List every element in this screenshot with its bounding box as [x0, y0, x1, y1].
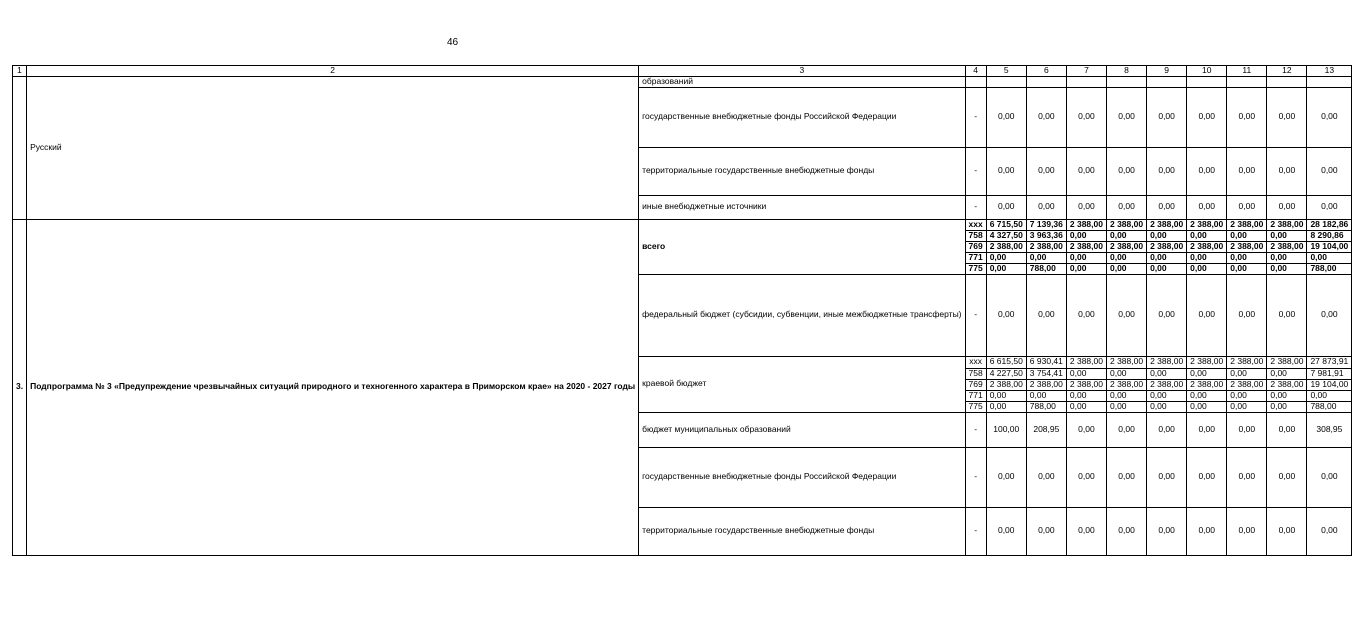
value-cell: 0,00 [1267, 368, 1307, 379]
value-cell: 0,00 [1227, 401, 1267, 412]
code-cell: 769 [965, 379, 986, 390]
value-cell: 0,00 [1106, 507, 1146, 555]
value-cell: 2 388,00 [1106, 356, 1146, 368]
column-number: 12 [1267, 66, 1307, 77]
value-cell: 0,00 [1187, 147, 1227, 195]
value-cell: 0,00 [1106, 252, 1146, 263]
code-cell: 758 [965, 368, 986, 379]
value-cell: 0,00 [1227, 195, 1267, 219]
value-cell: 308,95 [1307, 412, 1352, 447]
code-cell: - [965, 274, 986, 356]
value-cell: 3 754,41 [1026, 368, 1066, 379]
value-cell: 0,00 [1227, 274, 1267, 356]
value-cell: 0,00 [1227, 507, 1267, 555]
value-cell: 0,00 [1106, 195, 1146, 219]
value-cell: 0,00 [1267, 447, 1307, 507]
value-cell: 0,00 [1147, 412, 1187, 447]
value-cell: 788,00 [1307, 401, 1352, 412]
value-cell: 0,00 [1066, 252, 1106, 263]
value-cell: 0,00 [1106, 87, 1146, 147]
code-cell: - [965, 87, 986, 147]
value-cell: 0,00 [1307, 390, 1352, 401]
item-name: Русский [27, 77, 639, 220]
value-cell: 0,00 [1227, 147, 1267, 195]
value-cell: 0,00 [986, 195, 1026, 219]
value-cell: 0,00 [986, 263, 1026, 274]
source-label: бюджет муниципальных образований [639, 412, 965, 447]
column-number: 7 [1066, 66, 1106, 77]
value-cell: 0,00 [1227, 368, 1267, 379]
value-cell: 0,00 [1267, 252, 1307, 263]
column-number: 10 [1187, 66, 1227, 77]
value-cell: 7 981,91 [1307, 368, 1352, 379]
value-cell: 2 388,00 [1267, 379, 1307, 390]
code-cell: 775 [965, 263, 986, 274]
value-cell: 788,00 [1026, 263, 1066, 274]
value-cell: 2 388,00 [986, 379, 1026, 390]
value-cell: 0,00 [1106, 390, 1146, 401]
value-cell: 0,00 [1106, 274, 1146, 356]
source-label: иные внебюджетные источники [639, 195, 965, 219]
value-cell: 0,00 [1026, 195, 1066, 219]
value-cell: 100,00 [986, 412, 1026, 447]
value-cell: 0,00 [1066, 147, 1106, 195]
value-cell: 0,00 [1106, 147, 1146, 195]
table-row [13, 66, 1352, 77]
value-cell: 0,00 [1066, 368, 1106, 379]
value-cell [1187, 77, 1227, 88]
value-cell: 0,00 [1106, 447, 1146, 507]
code-cell: - [965, 507, 986, 555]
value-cell: 27 873,91 [1307, 356, 1352, 368]
value-cell: 0,00 [1026, 274, 1066, 356]
value-cell: 2 388,00 [1267, 356, 1307, 368]
value-cell: 0,00 [1307, 195, 1352, 219]
value-cell: 0,00 [986, 390, 1026, 401]
code-cell: 771 [965, 390, 986, 401]
table-row [13, 219, 1352, 230]
value-cell: 0,00 [1147, 274, 1187, 356]
value-cell: 6 615,50 [986, 356, 1026, 368]
value-cell: 0,00 [1147, 87, 1187, 147]
item-number [13, 77, 27, 220]
value-cell: 0,00 [1187, 252, 1227, 263]
value-cell: 0,00 [1106, 230, 1146, 241]
source-label: краевой бюджет [639, 356, 965, 412]
column-number: 2 [27, 66, 639, 77]
value-cell: 0,00 [1066, 447, 1106, 507]
value-cell: 0,00 [1066, 230, 1106, 241]
value-cell: 788,00 [1026, 401, 1066, 412]
value-cell: 0,00 [1147, 147, 1187, 195]
value-cell: 0,00 [1187, 401, 1227, 412]
value-cell: 0,00 [1267, 87, 1307, 147]
value-cell: 0,00 [1187, 412, 1227, 447]
value-cell: 0,00 [1307, 447, 1352, 507]
value-cell: 2 388,00 [986, 241, 1026, 252]
value-cell: 0,00 [986, 274, 1026, 356]
column-number: 11 [1227, 66, 1267, 77]
value-cell: 0,00 [1307, 147, 1352, 195]
value-cell: 0,00 [1066, 412, 1106, 447]
value-cell: 2 388,00 [1267, 219, 1307, 230]
value-cell: 8 290,86 [1307, 230, 1352, 241]
value-cell: 0,00 [986, 507, 1026, 555]
code-cell: - [965, 447, 986, 507]
code-cell [965, 77, 986, 88]
value-cell: 0,00 [1187, 368, 1227, 379]
code-cell: - [965, 147, 986, 195]
value-cell: 0,00 [1066, 390, 1106, 401]
value-cell: 2 388,00 [1066, 219, 1106, 230]
value-cell: 0,00 [1307, 274, 1352, 356]
value-cell: 0,00 [1147, 252, 1187, 263]
source-label: всего [639, 219, 965, 274]
value-cell: 0,00 [1267, 263, 1307, 274]
value-cell: 0,00 [1267, 195, 1307, 219]
value-cell [1106, 77, 1146, 88]
value-cell: 0,00 [1227, 263, 1267, 274]
value-cell: 788,00 [1307, 263, 1352, 274]
value-cell: 3 963,36 [1026, 230, 1066, 241]
value-cell: 0,00 [1026, 507, 1066, 555]
value-cell: 2 388,00 [1227, 219, 1267, 230]
value-cell: 0,00 [1227, 412, 1267, 447]
value-cell: 0,00 [1187, 263, 1227, 274]
column-number: 13 [1307, 66, 1352, 77]
value-cell: 0,00 [1307, 252, 1352, 263]
value-cell: 0,00 [1066, 263, 1106, 274]
value-cell: 2 388,00 [1187, 379, 1227, 390]
value-cell: 28 182,86 [1307, 219, 1352, 230]
value-cell: 6 715,50 [986, 219, 1026, 230]
value-cell: 0,00 [1307, 507, 1352, 555]
value-cell: 0,00 [1227, 390, 1267, 401]
value-cell: 0,00 [1066, 87, 1106, 147]
source-label: территориальные государственные внебюджетные фонды [639, 507, 965, 555]
value-cell: 7 139,36 [1026, 219, 1066, 230]
value-cell: 4 227,50 [986, 368, 1026, 379]
value-cell [1307, 77, 1352, 88]
value-cell: 6 930,41 [1026, 356, 1066, 368]
value-cell: 0,00 [1147, 507, 1187, 555]
value-cell: 2 388,00 [1227, 379, 1267, 390]
value-cell: 0,00 [1106, 412, 1146, 447]
value-cell: 2 388,00 [1066, 241, 1106, 252]
value-cell: 0,00 [1147, 447, 1187, 507]
value-cell: 2 388,00 [1147, 241, 1187, 252]
value-cell: 2 388,00 [1187, 219, 1227, 230]
value-cell: 0,00 [1267, 230, 1307, 241]
value-cell: 0,00 [1227, 252, 1267, 263]
value-cell: 2 388,00 [1026, 379, 1066, 390]
budget-table [12, 65, 1352, 556]
table-row [13, 77, 1352, 88]
value-cell: 2 388,00 [1147, 379, 1187, 390]
value-cell: 0,00 [986, 147, 1026, 195]
value-cell: 0,00 [986, 447, 1026, 507]
value-cell: 0,00 [1147, 390, 1187, 401]
source-label: государственные внебюджетные фонды Российской Федерации [639, 447, 965, 507]
value-cell: 0,00 [1187, 195, 1227, 219]
source-label: образований [639, 77, 965, 88]
code-cell: 758 [965, 230, 986, 241]
value-cell: 2 388,00 [1026, 241, 1066, 252]
value-cell: 2 388,00 [1147, 219, 1187, 230]
value-cell: 0,00 [1147, 368, 1187, 379]
value-cell: 0,00 [1147, 263, 1187, 274]
value-cell: 0,00 [1187, 87, 1227, 147]
column-number: 1 [13, 66, 27, 77]
value-cell: 0,00 [1187, 447, 1227, 507]
value-cell: 0,00 [986, 252, 1026, 263]
value-cell: 0,00 [1267, 147, 1307, 195]
value-cell: 0,00 [1106, 368, 1146, 379]
value-cell: 0,00 [1026, 447, 1066, 507]
value-cell: 2 388,00 [1227, 356, 1267, 368]
value-cell: 0,00 [1267, 401, 1307, 412]
column-number: 6 [1026, 66, 1066, 77]
value-cell: 0,00 [1187, 390, 1227, 401]
value-cell: 2 388,00 [1066, 379, 1106, 390]
column-number: 4 [965, 66, 986, 77]
value-cell: 2 388,00 [1187, 356, 1227, 368]
value-cell: 0,00 [1187, 507, 1227, 555]
value-cell: 0,00 [1066, 401, 1106, 412]
value-cell: 2 388,00 [1267, 241, 1307, 252]
code-cell: 775 [965, 401, 986, 412]
value-cell: 0,00 [1227, 87, 1267, 147]
code-cell: xxx [965, 356, 986, 368]
value-cell [1066, 77, 1106, 88]
value-cell: 19 104,00 [1307, 379, 1352, 390]
value-cell: 0,00 [1147, 195, 1187, 219]
value-cell: 0,00 [1066, 195, 1106, 219]
value-cell: 0,00 [1026, 87, 1066, 147]
value-cell: 2 388,00 [1066, 356, 1106, 368]
value-cell: 0,00 [1227, 447, 1267, 507]
value-cell: 0,00 [1267, 412, 1307, 447]
value-cell: 0,00 [1267, 507, 1307, 555]
value-cell [1026, 77, 1066, 88]
column-number: 9 [1147, 66, 1187, 77]
value-cell: 19 104,00 [1307, 241, 1352, 252]
value-cell: 0,00 [1227, 230, 1267, 241]
value-cell: 4 327,50 [986, 230, 1026, 241]
value-cell: 0,00 [1307, 87, 1352, 147]
code-cell: 769 [965, 241, 986, 252]
value-cell: 0,00 [1267, 390, 1307, 401]
column-number: 8 [1106, 66, 1146, 77]
value-cell: 2 388,00 [1147, 356, 1187, 368]
value-cell: 0,00 [1187, 274, 1227, 356]
source-label: территориальные государственные внебюджетные фонды [639, 147, 965, 195]
value-cell [1267, 77, 1307, 88]
code-cell: xxx [965, 219, 986, 230]
value-cell: 208,95 [1026, 412, 1066, 447]
source-label: государственные внебюджетные фонды Российской Федерации [639, 87, 965, 147]
value-cell: 0,00 [1026, 147, 1066, 195]
value-cell: 0,00 [986, 401, 1026, 412]
page-number: 46 [446, 37, 459, 48]
value-cell: 0,00 [1187, 230, 1227, 241]
value-cell: 0,00 [1026, 390, 1066, 401]
code-cell: - [965, 412, 986, 447]
column-number: 3 [639, 66, 965, 77]
value-cell: 0,00 [1147, 401, 1187, 412]
column-number: 5 [986, 66, 1026, 77]
subprogram-name: Подпрограмма № 3 «Предупреждение чрезвычайных ситуаций природного и техногенного характера в Приморском крае» на 2020 - 2027 годы [27, 219, 639, 555]
value-cell: 0,00 [1066, 507, 1106, 555]
value-cell: 2 388,00 [1227, 241, 1267, 252]
value-cell: 0,00 [1066, 274, 1106, 356]
value-cell: 2 388,00 [1106, 379, 1146, 390]
code-cell: 771 [965, 252, 986, 263]
value-cell [986, 77, 1026, 88]
value-cell: 2 388,00 [1106, 219, 1146, 230]
value-cell [1147, 77, 1187, 88]
value-cell [1227, 77, 1267, 88]
value-cell: 0,00 [1267, 274, 1307, 356]
value-cell: 2 388,00 [1106, 241, 1146, 252]
value-cell: 2 388,00 [1187, 241, 1227, 252]
code-cell: - [965, 195, 986, 219]
source-label: федеральный бюджет (субсидии, субвенции, иные межбюджетные трансферты) [639, 274, 965, 356]
value-cell: 0,00 [986, 87, 1026, 147]
item-number: 3. [13, 219, 27, 555]
value-cell: 0,00 [1106, 401, 1146, 412]
value-cell: 0,00 [1106, 263, 1146, 274]
value-cell: 0,00 [1147, 230, 1187, 241]
value-cell: 0,00 [1026, 252, 1066, 263]
